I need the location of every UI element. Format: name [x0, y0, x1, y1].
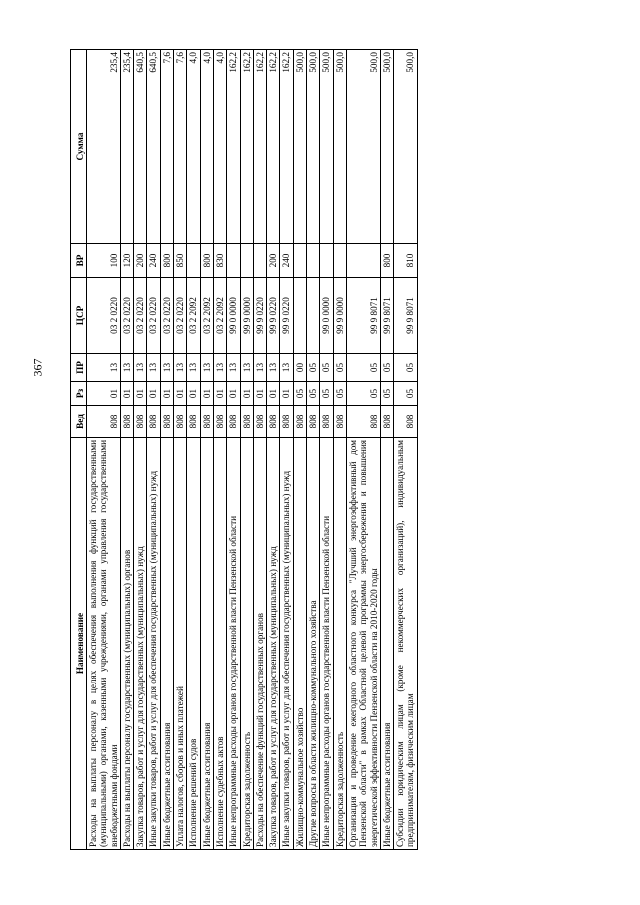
cell-pr: 13 [227, 354, 240, 382]
cell-pr: 00 [293, 354, 306, 382]
cell-rz: 01 [120, 382, 133, 406]
cell-ved: 808 [346, 406, 380, 438]
cell-vr: 800 [380, 244, 393, 278]
cell-pr: 13 [87, 354, 121, 382]
cell-csr: 03 2 2092 [187, 278, 200, 354]
cell-vr [253, 244, 266, 278]
cell-sum: 500,0 [307, 50, 320, 244]
cell-sum: 162,2 [253, 50, 266, 244]
cell-pr: 13 [240, 354, 253, 382]
cell-vr: 830 [213, 244, 226, 278]
cell-name: Закупка товаров, работ и услуг для государственных (муниципальных) нужд [134, 438, 147, 850]
cell-csr: 03 2 0220 [160, 278, 173, 354]
cell-vr: 800 [200, 244, 213, 278]
cell-pr: 05 [320, 354, 333, 382]
table-row [380, 50, 393, 850]
cell-vr: 800 [160, 244, 173, 278]
cell-csr: 03 2 0220 [87, 278, 121, 354]
cell-pr: 13 [147, 354, 160, 382]
cell-sum: 162,2 [280, 50, 293, 244]
cell-pr: 13 [280, 354, 293, 382]
cell-vr: 200 [134, 244, 147, 278]
table-row [120, 50, 133, 850]
cell-rz: 01 [187, 382, 200, 406]
cell-csr [307, 278, 320, 354]
cell-pr: 13 [267, 354, 280, 382]
cell-pr: 05 [380, 354, 393, 382]
cell-ved: 808 [120, 406, 133, 438]
cell-name: Расходы на выплаты персоналу государственных (муниципальных) органов [120, 438, 133, 850]
cell-csr [293, 278, 306, 354]
cell-name: Иные непрограммные расходы органов государственной власти Пензенской области [320, 438, 333, 850]
cell-name: Кредиторская задолженность [333, 438, 346, 850]
table-row [267, 50, 280, 850]
cell-vr: 240 [280, 244, 293, 278]
cell-vr [187, 244, 200, 278]
table-row [227, 50, 240, 850]
cell-ved: 808 [87, 406, 121, 438]
table-row [320, 50, 333, 850]
cell-csr: 99 9 0220 [253, 278, 266, 354]
cell-pr: 05 [307, 354, 320, 382]
cell-ved: 808 [147, 406, 160, 438]
cell-pr: 05 [333, 354, 346, 382]
cell-sum: 4,0 [187, 50, 200, 244]
cell-name: Организация и проведение ежегодного областного конкурса "Лучший энергоэффективный дом Пензенской области" в рамках Областной целевой программы энергосбережения и повышения энергетической эффективности Пензенской области на 2010-2020 годы [346, 438, 380, 850]
cell-sum: 500,0 [380, 50, 393, 244]
cell-csr: 03 2 2092 [213, 278, 226, 354]
cell-sum: 162,2 [227, 50, 240, 244]
cell-csr: 99 9 8071 [346, 278, 380, 354]
cell-ved: 808 [320, 406, 333, 438]
cell-name: Иные бюджетные ассигнования [160, 438, 173, 850]
table-row [307, 50, 320, 850]
cell-rz: 01 [147, 382, 160, 406]
header-row [71, 50, 87, 850]
cell-name: Исполнение судебных актов [213, 438, 226, 850]
cell-csr: 03 2 2092 [200, 278, 213, 354]
cell-csr: 99 9 0000 [333, 278, 346, 354]
cell-ved: 808 [307, 406, 320, 438]
cell-rz: 01 [267, 382, 280, 406]
cell-sum: 500,0 [394, 50, 418, 244]
cell-rz: 05 [394, 382, 418, 406]
cell-rz: 05 [346, 382, 380, 406]
cell-pr: 05 [394, 354, 418, 382]
cell-sum: 500,0 [346, 50, 380, 244]
cell-rz: 05 [380, 382, 393, 406]
cell-name: Жилищно-коммунальное хозяйство [293, 438, 306, 850]
cell-pr: 13 [213, 354, 226, 382]
table-row [293, 50, 306, 850]
cell-sum: 500,0 [293, 50, 306, 244]
cell-name: Уплата налогов, сборов и иных платежей [174, 438, 187, 850]
table-row [187, 50, 200, 850]
cell-rz: 01 [200, 382, 213, 406]
cell-csr: 03 2 0220 [174, 278, 187, 354]
table-row [174, 50, 187, 850]
header-csr: ЦСР [71, 278, 87, 354]
cell-ved: 808 [333, 406, 346, 438]
cell-csr: 03 2 0220 [120, 278, 133, 354]
cell-vr [320, 244, 333, 278]
cell-sum: 4,0 [213, 50, 226, 244]
cell-sum: 235,4 [87, 50, 121, 244]
cell-sum: 162,2 [240, 50, 253, 244]
cell-csr: 99 0 0000 [227, 278, 240, 354]
cell-csr: 99 9 0220 [267, 278, 280, 354]
cell-csr: 03 2 0220 [134, 278, 147, 354]
table-row [213, 50, 226, 850]
table-row [346, 50, 380, 850]
cell-pr: 05 [346, 354, 380, 382]
cell-vr [333, 244, 346, 278]
cell-sum: 235,4 [120, 50, 133, 244]
rotated-table-container [70, 50, 625, 850]
cell-name: Иные бюджетные ассигнования [380, 438, 393, 850]
cell-ved: 808 [380, 406, 393, 438]
cell-vr: 810 [394, 244, 418, 278]
cell-rz: 05 [320, 382, 333, 406]
cell-csr: 99 9 8071 [380, 278, 393, 354]
cell-rz: 05 [333, 382, 346, 406]
table-row [394, 50, 418, 850]
cell-name: Закупка товаров, работ и услуг для государственных (муниципальных) нужд [267, 438, 280, 850]
cell-name: Расходы на обеспечение функций государственных органов [253, 438, 266, 850]
cell-rz: 01 [134, 382, 147, 406]
cell-ved: 808 [394, 406, 418, 438]
cell-pr: 13 [174, 354, 187, 382]
cell-ved: 808 [213, 406, 226, 438]
cell-rz: 01 [280, 382, 293, 406]
header-rz: Рз [71, 382, 87, 406]
cell-ved: 808 [160, 406, 173, 438]
cell-vr: 120 [120, 244, 133, 278]
cell-name: Иные закупки товаров, работ и услуг для обеспечения государственных (муниципальных) нужд [147, 438, 160, 850]
budget-table [70, 49, 418, 850]
cell-vr [346, 244, 380, 278]
cell-vr: 850 [174, 244, 187, 278]
cell-rz: 01 [227, 382, 240, 406]
cell-rz: 01 [174, 382, 187, 406]
table-row [87, 50, 121, 850]
cell-vr [227, 244, 240, 278]
header-ved: Вед [71, 406, 87, 438]
cell-csr: 99 9 8071 [394, 278, 418, 354]
cell-name: Исполнение решений судов [187, 438, 200, 850]
cell-vr: 240 [147, 244, 160, 278]
cell-rz: 01 [240, 382, 253, 406]
cell-ved: 808 [174, 406, 187, 438]
table-row [160, 50, 173, 850]
table-row [134, 50, 147, 850]
cell-name: Иные закупки товаров, работ и услуг для обеспечения государственных (муниципальных) нужд [280, 438, 293, 850]
cell-sum: 500,0 [333, 50, 346, 244]
cell-ved: 808 [187, 406, 200, 438]
cell-rz: 01 [87, 382, 121, 406]
cell-rz: 01 [253, 382, 266, 406]
table-row [200, 50, 213, 850]
cell-name: Кредиторская задолженность [240, 438, 253, 850]
table-row [333, 50, 346, 850]
table-row [253, 50, 266, 850]
cell-sum: 640,5 [134, 50, 147, 244]
cell-sum: 500,0 [320, 50, 333, 244]
cell-rz: 05 [293, 382, 306, 406]
cell-ved: 808 [293, 406, 306, 438]
cell-vr [307, 244, 320, 278]
cell-ved: 808 [267, 406, 280, 438]
page-number: 367 [30, 358, 45, 377]
cell-name: Иные бюджетные ассигнования [200, 438, 213, 850]
cell-csr: 99 9 0000 [240, 278, 253, 354]
cell-sum: 7,6 [160, 50, 173, 244]
cell-rz: 01 [160, 382, 173, 406]
cell-rz: 01 [213, 382, 226, 406]
cell-sum: 7,6 [174, 50, 187, 244]
cell-sum: 4,0 [200, 50, 213, 244]
cell-csr: 99 0 0000 [320, 278, 333, 354]
cell-vr [240, 244, 253, 278]
cell-pr: 13 [200, 354, 213, 382]
cell-name: Субсидии юридическим лицам (кроме некоммерческих организаций), индивидуальным предпринимателям, физическим лицам [394, 438, 418, 850]
cell-pr: 13 [120, 354, 133, 382]
cell-name: Другие вопросы в области жилищно-коммунального хозяйства [307, 438, 320, 850]
header-vr: ВР [71, 244, 87, 278]
cell-vr: 100 [87, 244, 121, 278]
cell-ved: 808 [200, 406, 213, 438]
cell-ved: 808 [227, 406, 240, 438]
cell-ved: 808 [253, 406, 266, 438]
table-row [240, 50, 253, 850]
cell-vr: 200 [267, 244, 280, 278]
cell-ved: 808 [134, 406, 147, 438]
table-row [147, 50, 160, 850]
cell-vr [293, 244, 306, 278]
cell-ved: 808 [240, 406, 253, 438]
cell-csr: 03 2 0220 [147, 278, 160, 354]
header-name: Наименование [71, 438, 87, 850]
cell-name: Иные непрограммные расходы органов государственной власти Пензенской области [227, 438, 240, 850]
cell-csr: 99 9 0220 [280, 278, 293, 354]
header-sum: Сумма [71, 50, 87, 244]
cell-sum: 162,2 [267, 50, 280, 244]
header-pr: ПР [71, 354, 87, 382]
cell-pr: 13 [187, 354, 200, 382]
cell-ved: 808 [280, 406, 293, 438]
cell-name: Расходы на выплаты персоналу в целях обеспечения выполнения функций государственными (муниципальными) органами, казенными учреждениями, органами управления государственными внебюджетными фондами [87, 438, 121, 850]
cell-rz: 05 [307, 382, 320, 406]
cell-pr: 13 [134, 354, 147, 382]
cell-pr: 13 [160, 354, 173, 382]
table-row [280, 50, 293, 850]
cell-sum: 640,5 [147, 50, 160, 244]
cell-pr: 13 [253, 354, 266, 382]
